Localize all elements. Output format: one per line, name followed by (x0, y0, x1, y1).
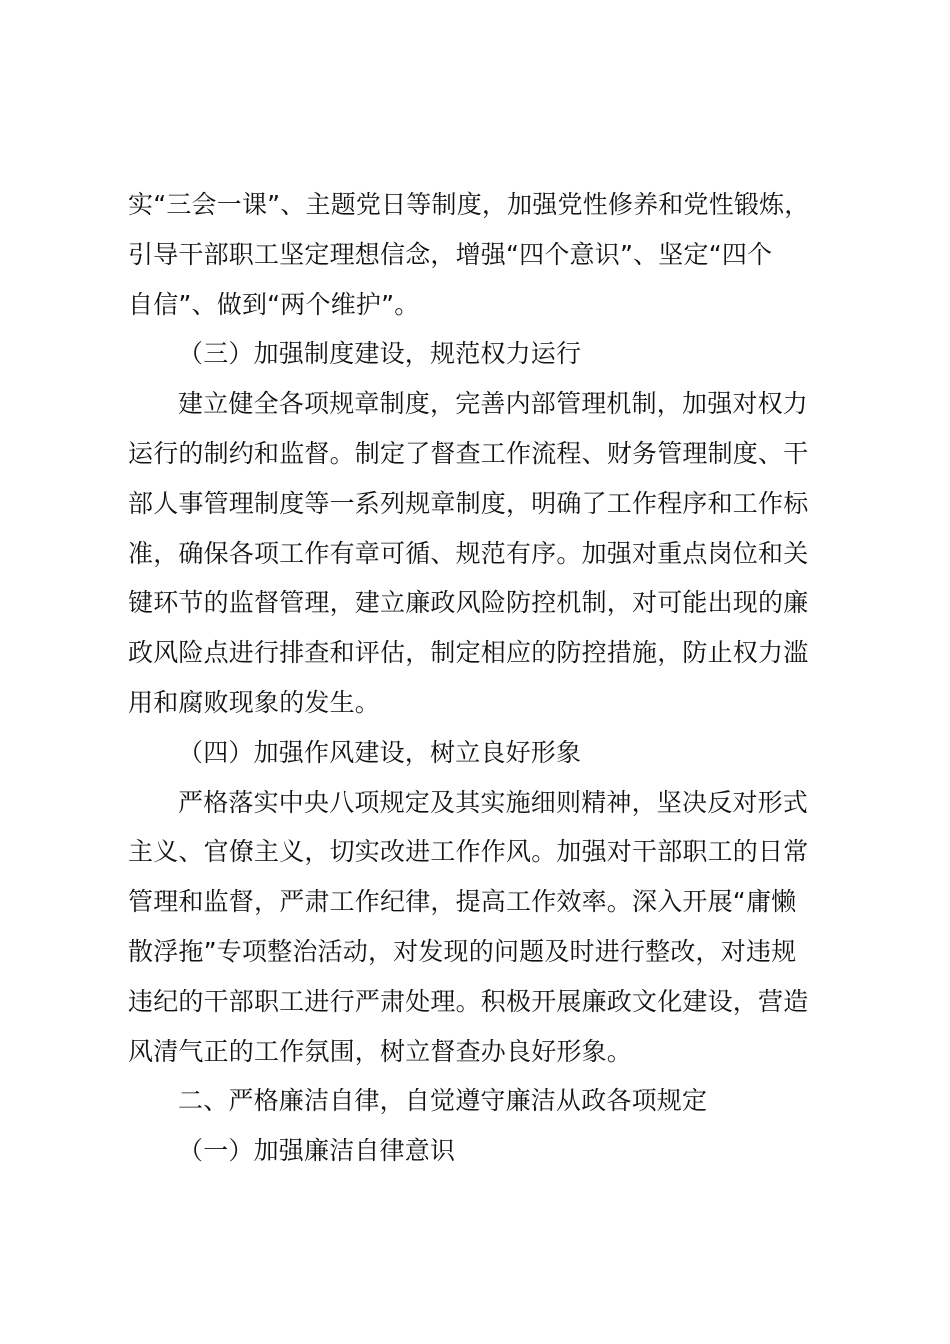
paragraph-line: 键环节的监督管理，建立廉政风险防控机制，对可能出现的廉 (128, 588, 809, 618)
paragraph-line: 主义、官僚主义，切实改进工作作风。加强对干部职工的日常 (128, 837, 809, 867)
section-heading-4: （四）加强作风建设，树立良好形象 (178, 737, 582, 767)
paragraph-line: 严格落实中央八项规定及其实施细则精神，坚决反对形式 (178, 787, 809, 817)
section-heading-3: （三）加强制度建设，规范权力运行 (178, 339, 582, 369)
paragraph-line: 政风险点进行排查和评估，制定相应的防控措施，防止权力滥 (128, 638, 809, 668)
section-heading-2: 二、严格廉洁自律，自觉遵守廉洁从政各项规定 (178, 1086, 708, 1116)
paragraph-line: 准，确保各项工作有章可循、规范有序。加强对重点岗位和关 (128, 538, 809, 568)
paragraph-line: 违纪的干部职工进行严肃处理。积极开展廉政文化建设，营造 (128, 986, 809, 1016)
paragraph-line: 运行的制约和监督。制定了督查工作流程、财务管理制度、干 (128, 438, 809, 468)
paragraph-line: 引导干部职工坚定理想信念，增强“四个意识”、坚定“四个 (128, 239, 773, 269)
paragraph-line: 管理和监督，严肃工作纪律，提高工作效率。深入开展“庸懒 (128, 887, 797, 917)
paragraph-line: 部人事管理制度等一系列规章制度，明确了工作程序和工作标 (128, 488, 809, 518)
paragraph-line: 建立健全各项规章制度，完善内部管理机制，加强对权力 (178, 389, 809, 419)
section-heading-1: （一）加强廉洁自律意识 (178, 1136, 456, 1166)
document-body (128, 180, 838, 1176)
paragraph-line: 风清气正的工作氛围，树立督查办良好形象。 (128, 1036, 633, 1066)
paragraph-line: 用和腐败现象的发生。 (128, 687, 381, 717)
paragraph-line: 散浮拖”专项整治活动，对发现的问题及时进行整改，对违规 (128, 936, 797, 966)
paragraph-line: 实“三会一课”、主题党日等制度，加强党性修养和党性锻炼， (128, 190, 810, 219)
paragraph-line: 自信”、做到“两个维护”。 (128, 289, 420, 319)
